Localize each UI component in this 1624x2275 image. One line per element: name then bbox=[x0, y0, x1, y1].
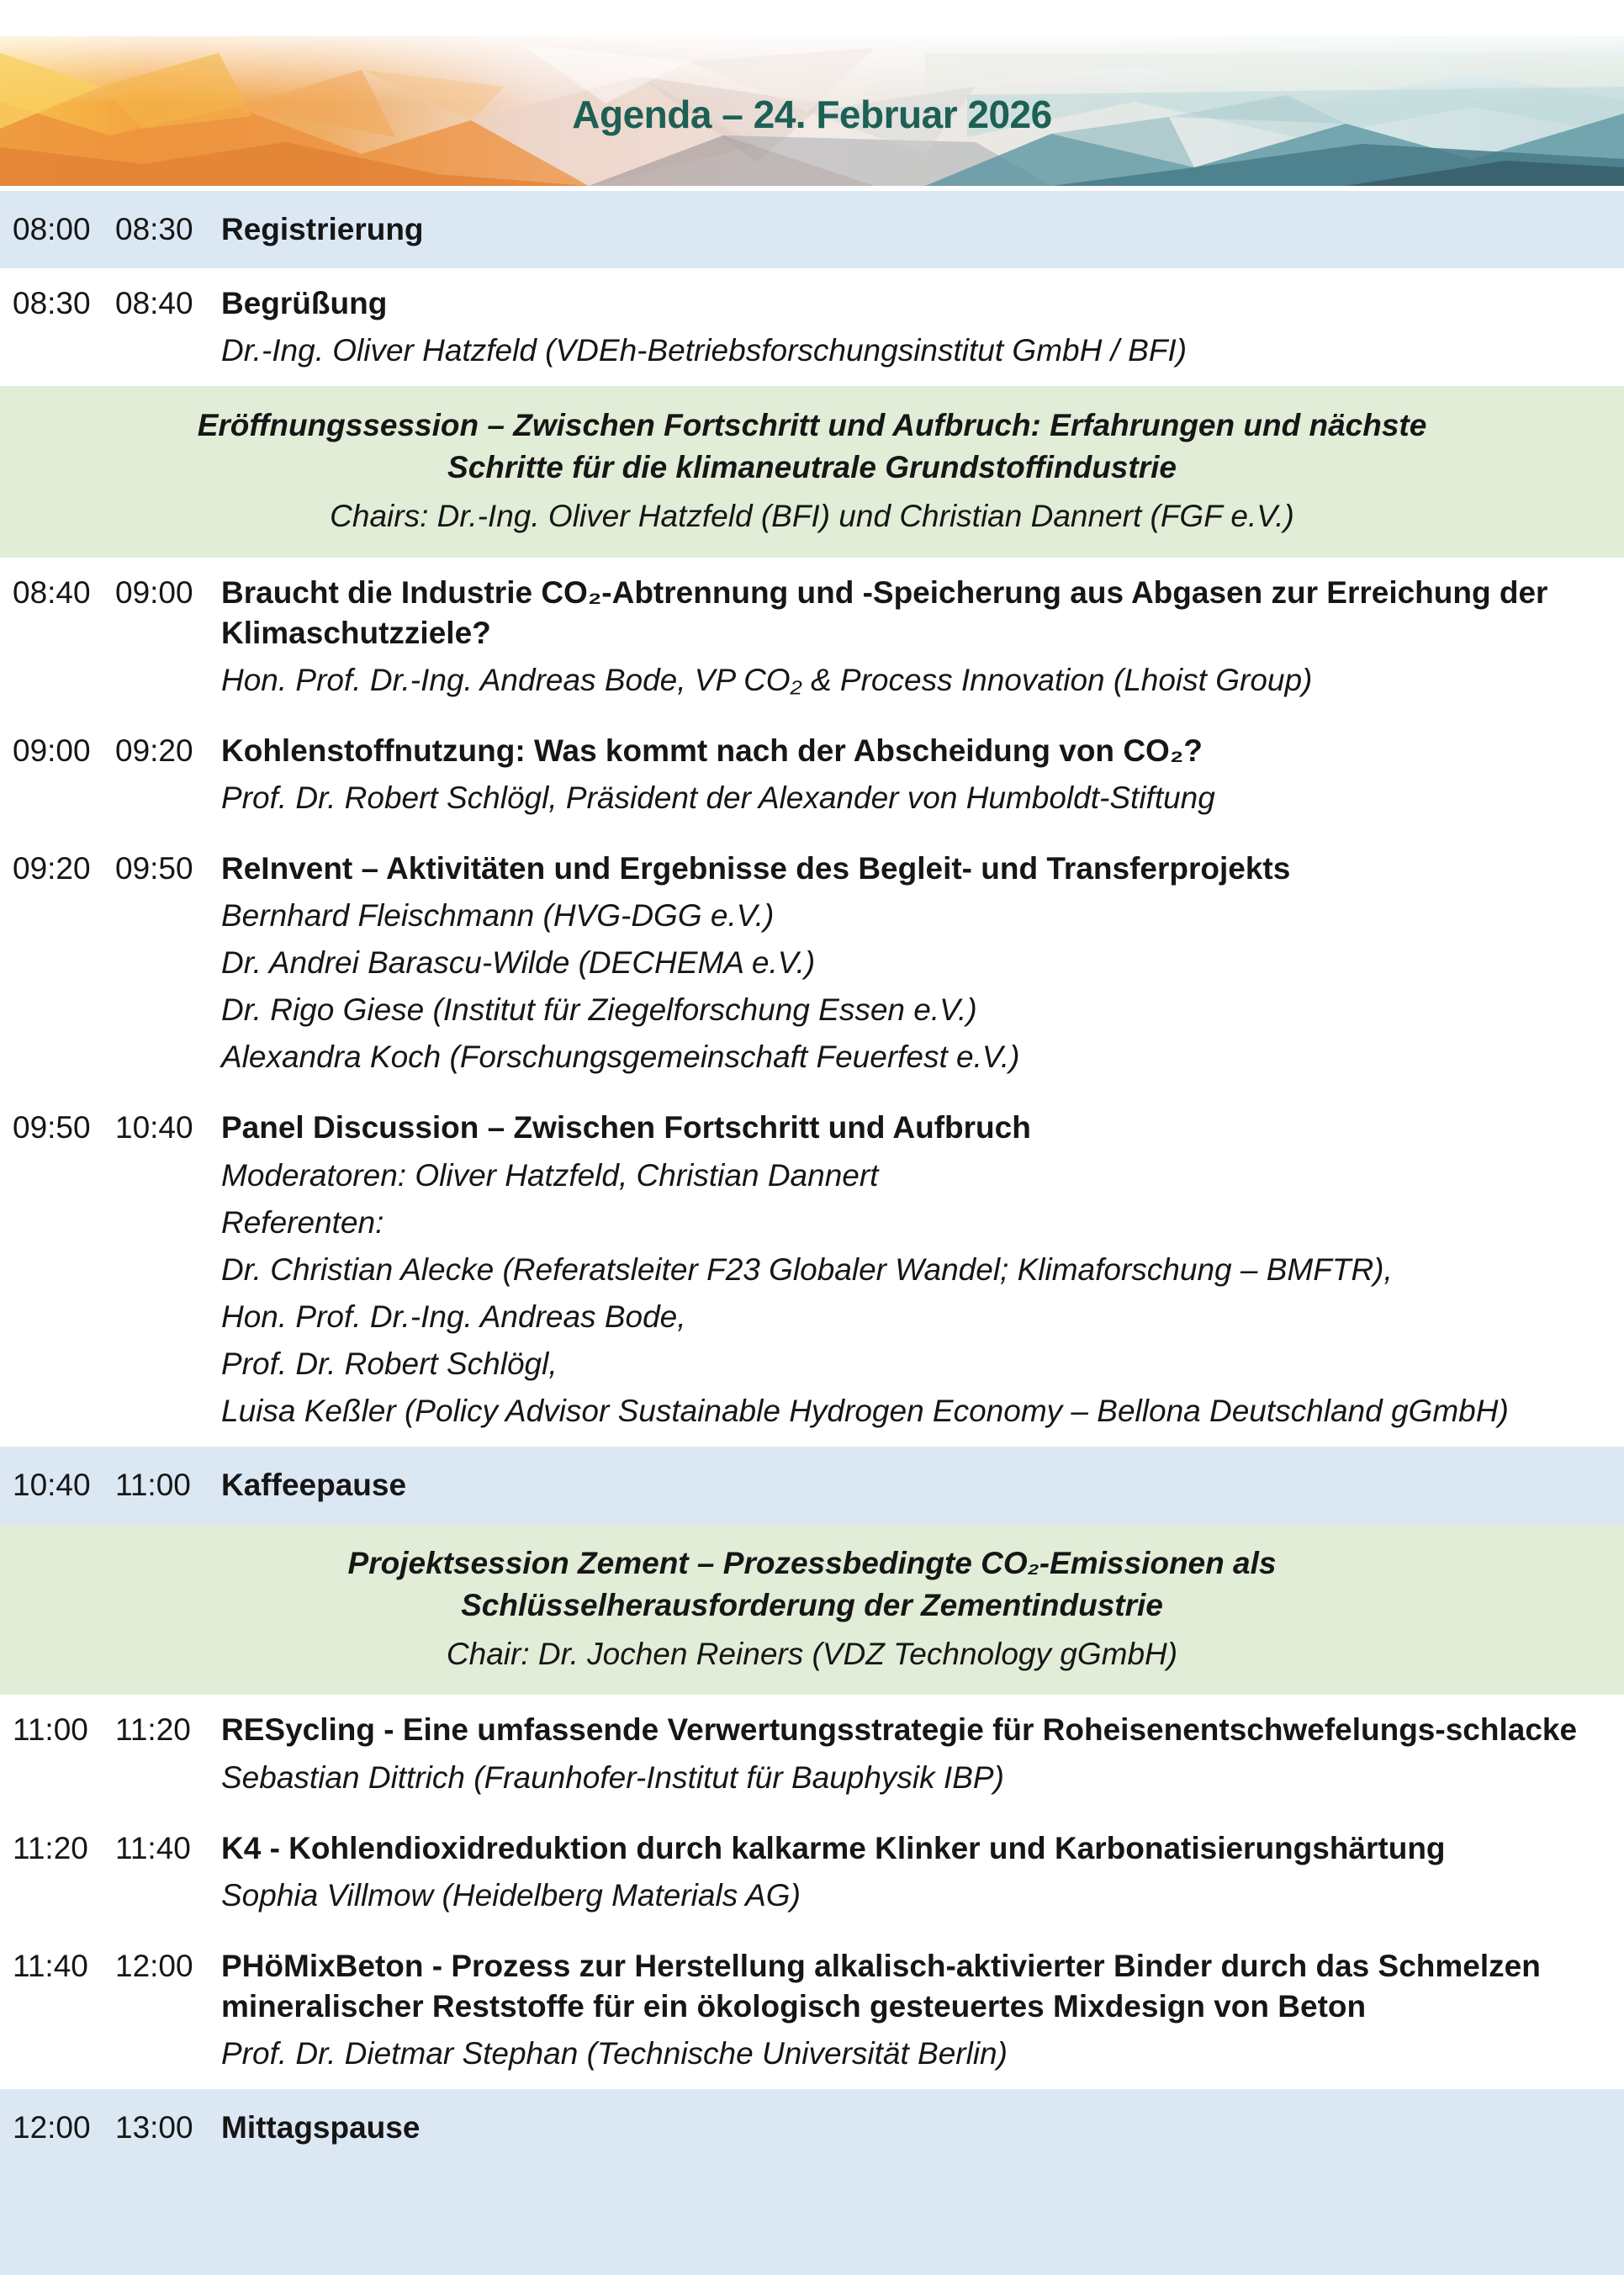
speaker-line: Hon. Prof. Dr.-Ing. Andreas Bode, bbox=[221, 1299, 686, 1334]
speaker-line: Referenten: bbox=[221, 1204, 384, 1240]
session-chairs: Chairs: Dr.-Ing. Oliver Hatzfeld (BFI) und Christian Dannert (FGF e.V.) bbox=[330, 499, 1294, 534]
end-time: 09:50 bbox=[115, 851, 193, 886]
talk-title: RESycling - Eine umfassende Verwertungsstrategie für Roheisenentschwefelungs-schlacke bbox=[221, 1712, 1578, 1748]
start-time: 09:00 bbox=[13, 733, 91, 768]
session-band bbox=[0, 386, 1624, 557]
speaker-line: Dr.-Ing. Oliver Hatzfeld (VDEh-Betriebsforschungsinstitut GmbH / BFI) bbox=[221, 333, 1188, 368]
talk-title: Panel Discussion – Zwischen Fortschritt und Aufbruch bbox=[221, 1110, 1031, 1145]
agenda-table bbox=[0, 191, 1624, 2275]
start-time: 09:50 bbox=[13, 1110, 91, 1145]
start-time: 10:40 bbox=[13, 1468, 91, 1503]
speaker-line: Dr. Christian Alecke (Referatsleiter F23 Globaler Wandel; Klimaforschung – BMFTR), bbox=[221, 1251, 1393, 1287]
talk-title: Registrierung bbox=[221, 212, 424, 246]
speaker-line: Prof. Dr. Robert Schlögl, bbox=[221, 1346, 558, 1381]
speaker-line: Dr. Andrei Barascu-Wilde (DECHEMA e.V.) bbox=[221, 945, 816, 981]
end-time: 09:00 bbox=[115, 574, 193, 610]
page-title: Agenda – 24. Februar 2026 bbox=[572, 93, 1052, 136]
speaker-line: Luisa Keßler (Policy Advisor Sustainable Hydrogen Economy – Bellona Deutschland gGmbH) bbox=[221, 1394, 1509, 1429]
talk-content bbox=[221, 283, 1605, 371]
talk-title: K4 - Kohlendioxidreduktion durch kalkarme Klinker und Karbonatisierungshärtung bbox=[221, 1830, 1446, 1865]
end-time: 11:20 bbox=[115, 1712, 191, 1748]
session-title: Projektsession Zement – Prozessbedingte CO₂-Emissionen als Schlüsselherausforderung der Zementindustrie bbox=[347, 1546, 1277, 1622]
talk-content bbox=[221, 573, 1605, 701]
speaker-line: Prof. Dr. Dietmar Stephan (Technische Universität Berlin) bbox=[221, 2036, 1008, 2071]
speaker-line: Bernhard Fleischmann (HVG-DGG e.V.) bbox=[221, 898, 775, 934]
end-time: 12:00 bbox=[115, 1948, 193, 1983]
talk-row bbox=[0, 833, 1624, 1093]
talk-title: Braucht die Industrie CO₂-Abtrennung und -Speicherung aus Abgasen zur Erreichung der Klimaschutzziele? bbox=[221, 574, 1548, 650]
session-band bbox=[0, 1524, 1624, 1695]
talk-row bbox=[0, 1695, 1624, 1812]
talk-row bbox=[0, 268, 1624, 386]
session-chairs: Chair: Dr. Jochen Reiners (VDZ Technology gGmbH) bbox=[446, 1637, 1178, 1672]
speaker-line: Prof. Dr. Robert Schlögl, Präsident der Alexander von Humboldt-Stiftung bbox=[221, 780, 1215, 815]
start-time: 12:00 bbox=[13, 2110, 91, 2145]
talk-title: Kohlenstoffnutzung: Was kommt nach der Abscheidung von CO₂? bbox=[221, 733, 1203, 768]
talk-title: Kaffeepause bbox=[221, 1468, 407, 1503]
talk-title: ReInvent – Aktivitäten und Ergebnisse des Begleit- und Transferprojekts bbox=[221, 851, 1291, 886]
talk-title: Mittagspause bbox=[221, 2110, 421, 2145]
break-row bbox=[0, 2089, 1624, 2275]
end-time: 13:00 bbox=[115, 2110, 193, 2145]
start-time: 11:20 bbox=[13, 1830, 88, 1865]
talk-content bbox=[221, 2108, 1605, 2148]
talk-row bbox=[0, 1813, 1624, 1931]
talk-row bbox=[0, 558, 1624, 716]
speaker-line: Moderatoren: Oliver Hatzfeld, Christian Dannert bbox=[221, 1157, 879, 1193]
start-time: 08:30 bbox=[13, 286, 91, 321]
talk-title: Begrüßung bbox=[221, 286, 388, 321]
talk-row bbox=[0, 716, 1624, 833]
talk-content bbox=[221, 731, 1605, 818]
end-time: 09:20 bbox=[115, 733, 193, 768]
talk-content bbox=[221, 1828, 1605, 1916]
talk-content bbox=[221, 1710, 1605, 1797]
start-time: 11:00 bbox=[13, 1712, 88, 1748]
end-time: 10:40 bbox=[115, 1110, 193, 1145]
speaker-line: Hon. Prof. Dr.-Ing. Andreas Bode, VP CO₂ & Process Innovation (Lhoist Group) bbox=[221, 662, 1313, 697]
end-time: 11:00 bbox=[115, 1468, 191, 1503]
end-time: 08:30 bbox=[115, 212, 193, 246]
talk-content bbox=[221, 1946, 1605, 2074]
start-time: 08:00 bbox=[13, 212, 91, 246]
talk-content bbox=[221, 849, 1605, 1077]
start-time: 08:40 bbox=[13, 574, 91, 610]
start-time: 11:40 bbox=[13, 1948, 88, 1983]
end-time: 08:40 bbox=[115, 286, 193, 321]
banner bbox=[0, 36, 1624, 186]
talk-row bbox=[0, 1931, 1624, 2089]
speaker-line: Sophia Villmow (Heidelberg Materials AG) bbox=[221, 1877, 801, 1913]
talk-content bbox=[221, 1108, 1605, 1431]
start-time: 09:20 bbox=[13, 851, 91, 886]
break-row bbox=[0, 1447, 1624, 1524]
speaker-line: Dr. Rigo Giese (Institut für Ziegelforschung Essen e.V.) bbox=[221, 992, 977, 1028]
talk-row bbox=[0, 1093, 1624, 1447]
speaker-line: Alexandra Koch (Forschungsgemeinschaft Feuerfest e.V.) bbox=[221, 1040, 1020, 1075]
talk-title: PHöMixBeton - Prozess zur Herstellung alkalisch-aktivierter Binder durch das Schmelzen mineralischer Reststoffe für ein ökologisch gesteuertes Mixdesign von Beton bbox=[221, 1948, 1541, 2024]
end-time: 11:40 bbox=[115, 1830, 191, 1865]
top-margin bbox=[0, 0, 1624, 36]
break-row bbox=[0, 191, 1624, 268]
talk-content bbox=[221, 1465, 1605, 1505]
speaker-line: Sebastian Dittrich (Fraunhofer-Institut für Bauphysik IBP) bbox=[221, 1759, 1004, 1795]
talk-content bbox=[221, 209, 1605, 250]
session-title: Eröffnungssession – Zwischen Fortschritt und Aufbruch: Erfahrungen und nächste Schritte für die klimaneutrale Grundstoffindustrie bbox=[197, 408, 1427, 484]
